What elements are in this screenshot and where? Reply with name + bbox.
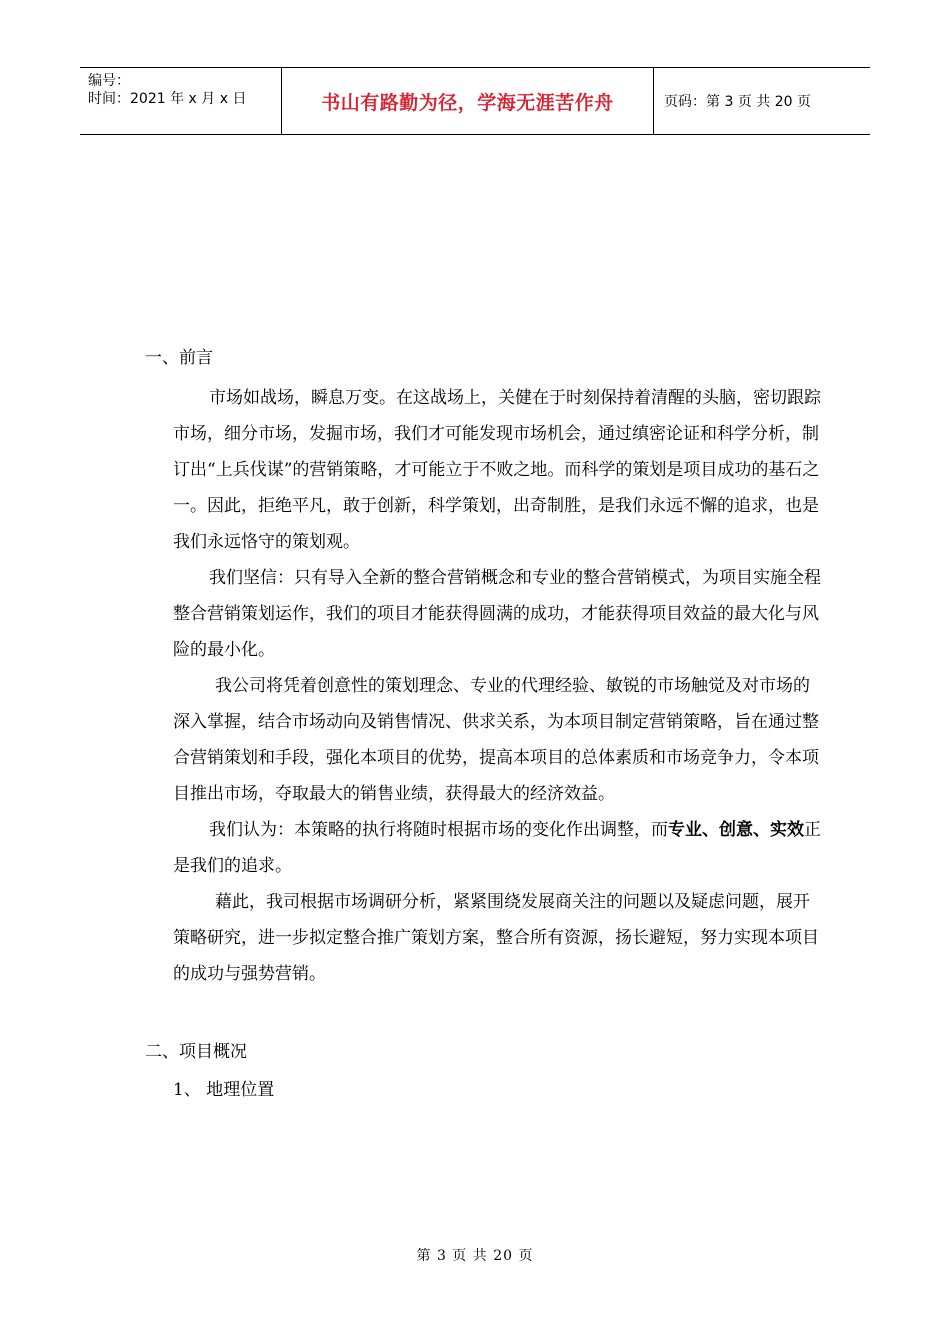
subsection-heading-location: 1、 地理位置 xyxy=(173,1080,275,1100)
page-header xyxy=(80,67,870,135)
section-heading-project-overview: 二、项目概况 xyxy=(145,1042,247,1062)
paragraph-with-emphasis xyxy=(145,812,825,884)
paragraph-text: 我们认为：本策略的执行将随时根据市场的变化作出调整，而 xyxy=(209,820,668,840)
header-motto: 书山有路勤为径，学海无涯苦作舟 xyxy=(281,68,654,134)
header-page-info: 页码：第 3 页 共 20 页 xyxy=(664,94,811,110)
page-footer: 第 3 页 共 20 页 xyxy=(416,1248,534,1264)
document-body xyxy=(145,340,825,1108)
paragraph: 市场如战场，瞬息万变。在这战场上，关健在于时刻保持着清醒的头脑，密切跟踪市场，细分市场，发掘市场，我们才可能发现市场机会，通过缜密论证和科学分析，制订出“上兵伐谋”的营销策略，才可能立于不败之地。而科学的策划是项目成功的基石之一。因此，拒绝平凡，敢于创新，科学策划，出奇制胜，是我们永远不懈的追求，也是我们永远恪守的策划观。 xyxy=(173,388,821,552)
emphasis-text: 专业、创意、实效 xyxy=(668,820,804,840)
document-number-label: 编号： xyxy=(88,73,130,89)
paragraph: 藉此，我司根据市场调研分析，紧紧围绕发展商关注的问题以及疑虑问题，展开策略研究，进一步拟定整合推广策划方案，整合所有资源，扬长避短，努力实现本项目的成功与强势营销。 xyxy=(173,892,819,984)
document-date: 时间：2021 年 x 月 x 日 xyxy=(88,91,247,107)
header-meta xyxy=(80,68,281,134)
paragraph: 我公司将凭着创意性的策划理念、专业的代理经验、敏锐的市场触觉及对市场的深入掌握，结合市场动向及销售情况、供求关系，为本项目制定营销策略，旨在通过整合营销策划和手段，强化本项目的优势，提高本项目的总体素质和市场竞争力，令本项目推出市场，夺取最大的销售业绩，获得最大的经济效益。 xyxy=(173,676,819,804)
paragraph: 我们坚信：只有导入全新的整合营销概念和专业的整合营销模式，为项目实施全程整合营销策划运作，我们的项目才能获得圆满的成功，才能获得项目效益的最大化与风险的最小化。 xyxy=(173,568,821,660)
paragraph-text: 正是我们的追求。 xyxy=(173,820,821,876)
section-heading-preface: 一、前言 xyxy=(145,348,213,368)
